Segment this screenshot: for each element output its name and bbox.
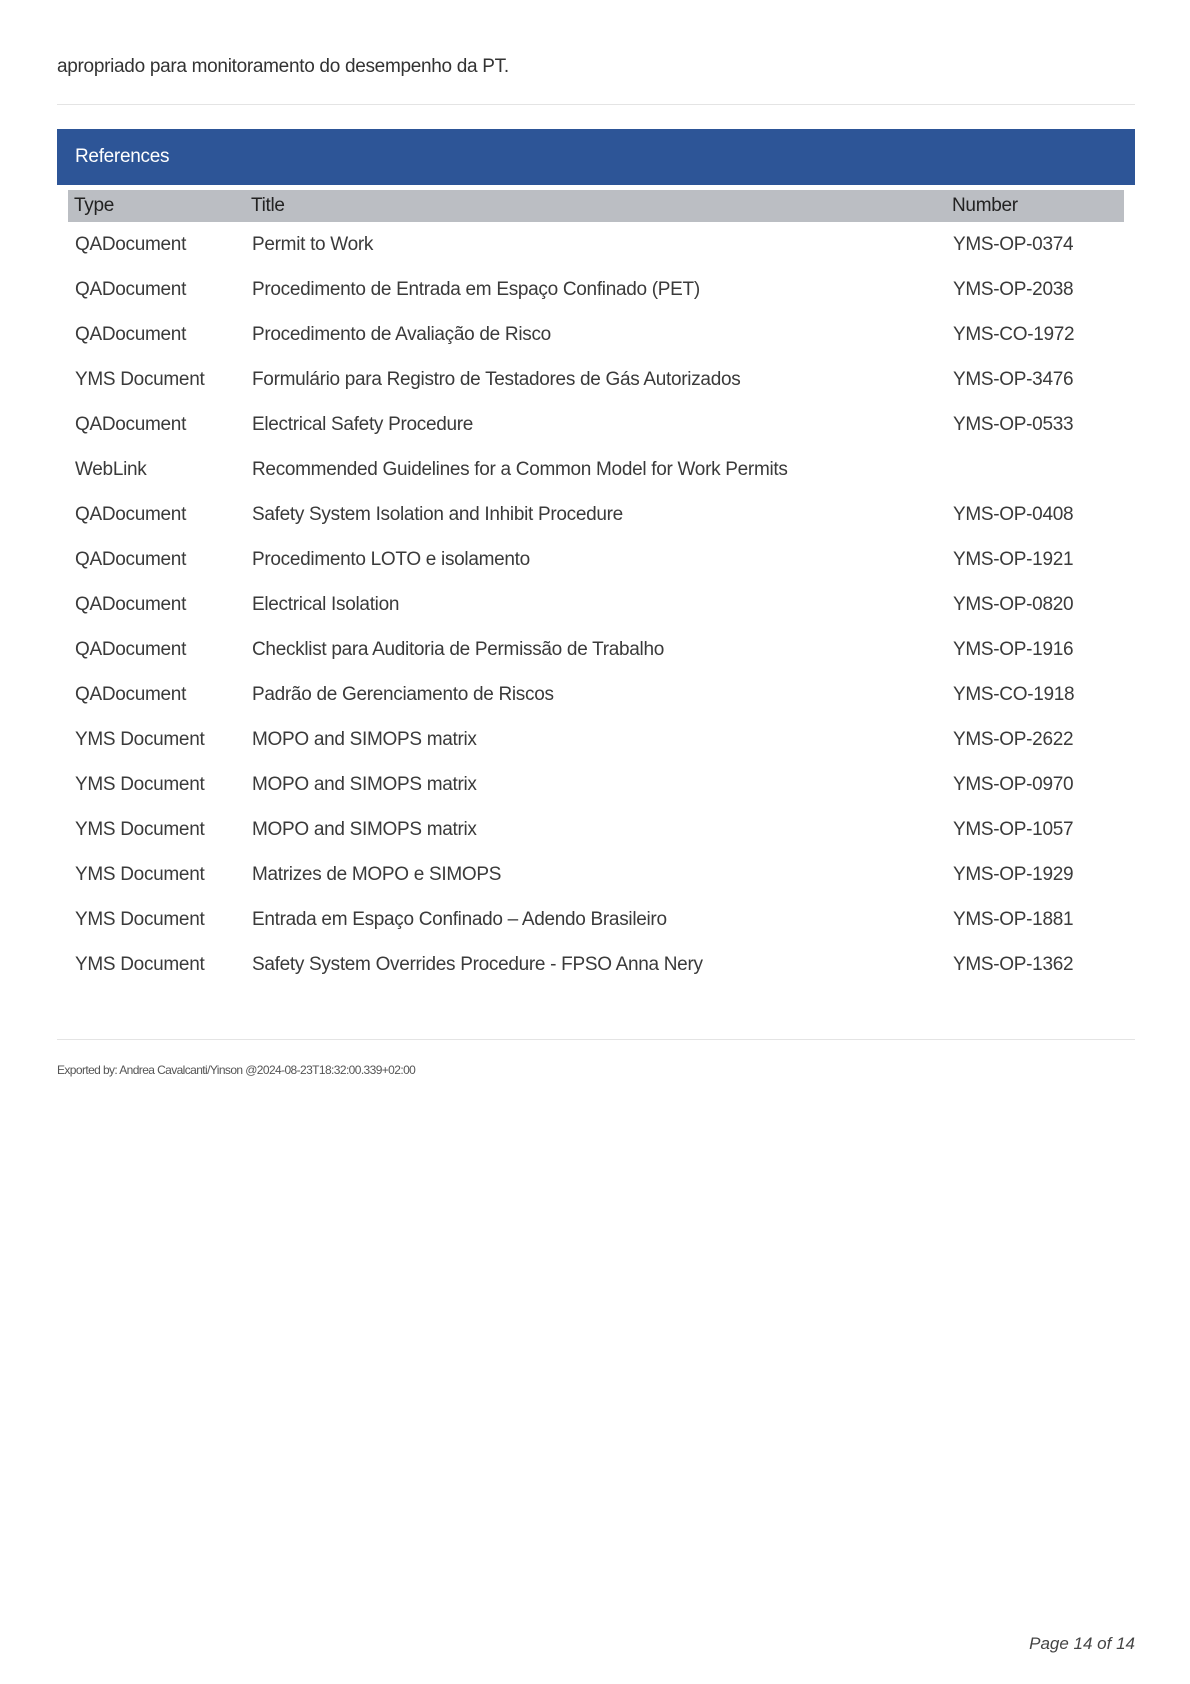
cell-number: YMS-OP-1881 [953,908,1074,930]
column-header-number: Number [946,190,1124,222]
cell-number: YMS-CO-1972 [953,323,1075,345]
cell-type: YMS Document [75,728,205,750]
cell-number: YMS-OP-3476 [953,368,1074,390]
cell-title: MOPO and SIMOPS matrix [252,728,477,750]
cell-title: Procedimento de Entrada em Espaço Confinado (PET) [252,278,700,300]
cell-type: QADocument [75,638,187,660]
table-row [68,402,1124,447]
intro-text: apropriado para monitoramento do desempenho da PT. [57,56,509,77]
divider [57,1039,1135,1040]
cell-type: YMS Document [75,818,205,840]
table-row [68,582,1124,627]
cell-number [946,447,1124,492]
cell-type: YMS Document [75,863,205,885]
cell-type: QADocument [75,278,187,300]
table-row [68,222,1124,267]
cell-number: YMS-OP-1916 [953,638,1074,660]
cell-type: YMS Document [75,368,205,390]
table-row [68,672,1124,717]
cell-title: Recommended Guidelines for a Common Model for Work Permits [252,458,788,480]
table-row [68,492,1124,537]
divider [57,104,1135,105]
cell-title: MOPO and SIMOPS matrix [252,818,477,840]
table-row [68,267,1124,312]
table-row [68,852,1124,897]
cell-title: Checklist para Auditoria de Permissão de Trabalho [252,638,664,660]
column-header-type: Type [68,190,245,222]
cell-title: Procedimento de Avaliação de Risco [252,323,551,345]
cell-number: YMS-OP-0533 [953,413,1074,435]
table-body [68,222,1124,987]
exported-by: Exported by: Andrea Cavalcanti/Yinson @2024-08-23T18:32:00.339+02:00 [57,1063,416,1077]
cell-title: Safety System Overrides Procedure - FPSO Anna Nery [252,953,703,975]
references-heading: References [57,129,1135,185]
cell-type: YMS Document [75,908,205,930]
cell-title: Formulário para Registro de Testadores de Gás Autorizados [252,368,741,390]
cell-type: YMS Document [75,773,205,795]
cell-title: Padrão de Gerenciamento de Riscos [252,683,554,705]
cell-type: WebLink [75,458,147,480]
table-row [68,807,1124,852]
cell-type: QADocument [75,503,187,525]
table-row [68,897,1124,942]
table-row [68,447,1124,492]
table-row [68,357,1124,402]
cell-number: YMS-OP-2622 [953,728,1074,750]
table-row [68,762,1124,807]
cell-title: Permit to Work [252,233,374,255]
table-row [68,537,1124,582]
cell-type: QADocument [75,323,187,345]
cell-type: YMS Document [75,953,205,975]
cell-number: YMS-OP-0408 [953,503,1074,525]
cell-title: Entrada em Espaço Confinado – Adendo Brasileiro [252,908,667,930]
cell-type: QADocument [75,593,187,615]
cell-number: YMS-OP-0970 [953,773,1074,795]
table-row [68,312,1124,357]
cell-number: YMS-OP-1921 [953,548,1074,570]
cell-number: YMS-OP-2038 [953,278,1074,300]
table-header-row [68,190,1124,222]
cell-number: YMS-OP-1929 [953,863,1074,885]
cell-title: Matrizes de MOPO e SIMOPS [252,863,502,885]
cell-title: Procedimento LOTO e isolamento [252,548,530,570]
cell-type: QADocument [75,683,187,705]
column-header-title: Title [245,190,946,222]
cell-type: QADocument [75,548,187,570]
table-row [68,717,1124,762]
cell-type: QADocument [75,413,187,435]
cell-title: Electrical Safety Procedure [252,413,474,435]
cell-number: YMS-OP-0374 [953,233,1074,255]
cell-title: MOPO and SIMOPS matrix [252,773,477,795]
table-row [68,942,1124,987]
cell-number: YMS-OP-0820 [953,593,1074,615]
cell-type: QADocument [75,233,187,255]
cell-number: YMS-OP-1057 [953,818,1074,840]
cell-number: YMS-CO-1918 [953,683,1075,705]
table-row [68,627,1124,672]
page-number: Page 14 of 14 [1029,1634,1135,1653]
cell-number: YMS-OP-1362 [953,953,1074,975]
cell-title: Electrical Isolation [252,593,400,615]
references-table [68,190,1124,987]
cell-title: Safety System Isolation and Inhibit Procedure [252,503,623,525]
